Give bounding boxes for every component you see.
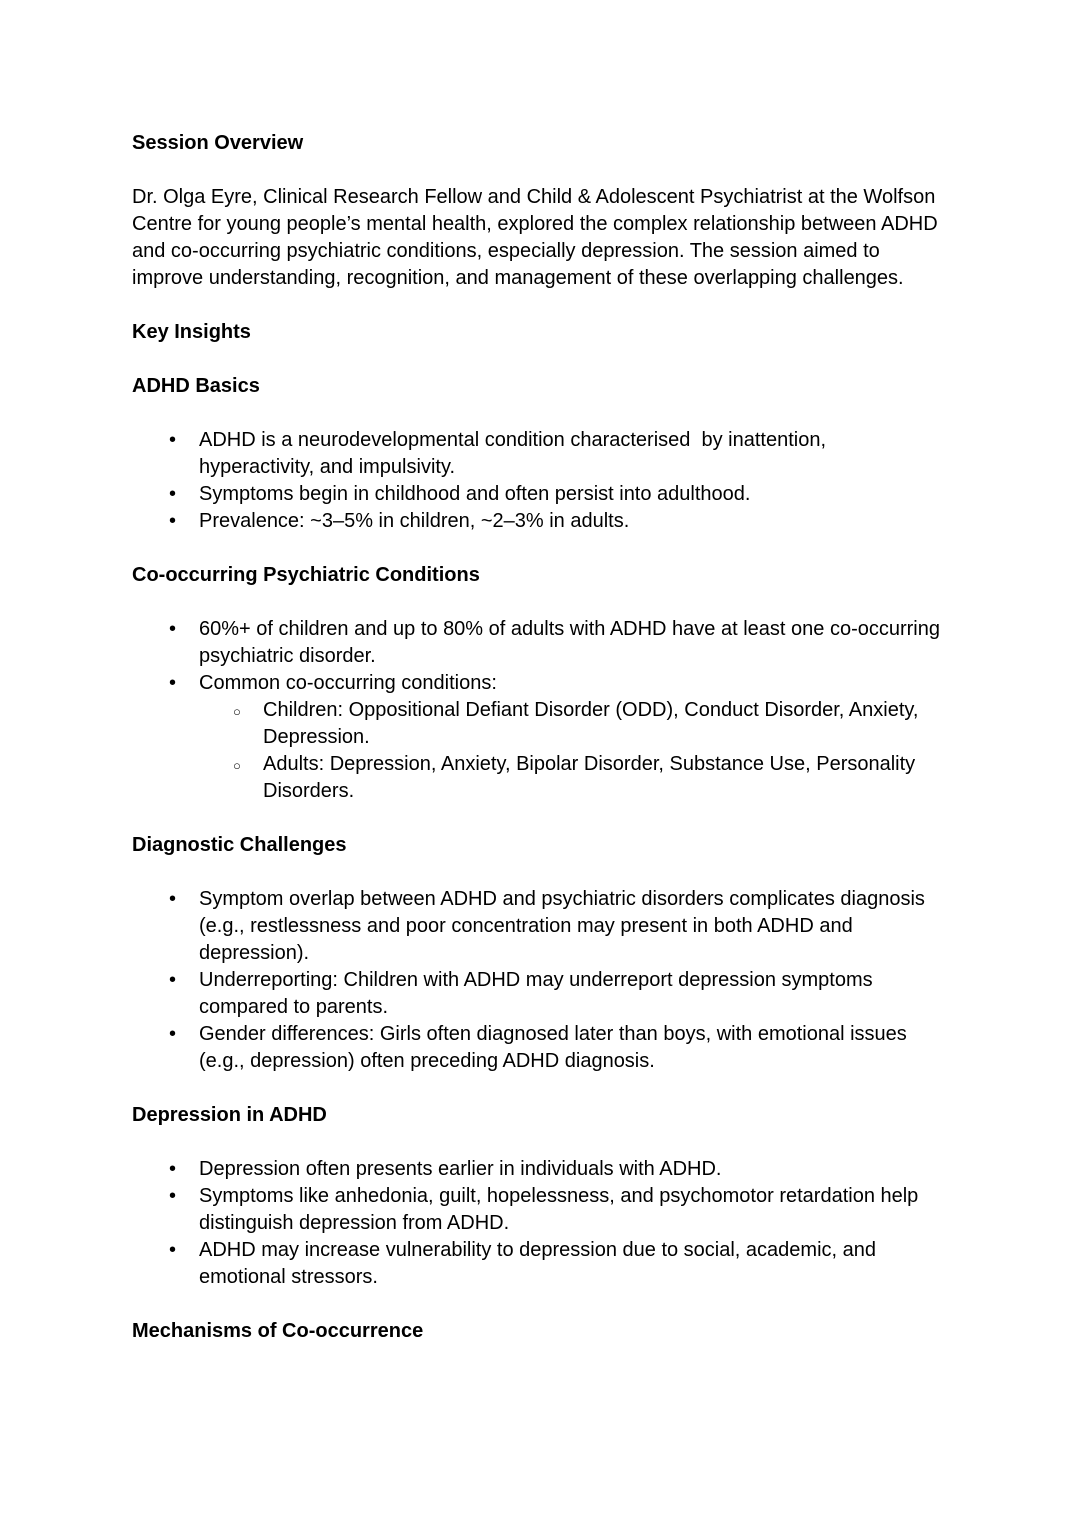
bullet-icon: •: [169, 672, 177, 694]
list-item-text: ADHD may increase vulnerability to depression due to social, academic, and emotional stressors.: [199, 1239, 882, 1288]
list-item: [169, 670, 942, 805]
list-item-text: Symptom overlap between ADHD and psychiatric disorders complicates diagnosis (e.g., restlessness and poor concentration may present in both ADHD and depression).: [199, 888, 931, 964]
list-item: [169, 1237, 942, 1291]
heading-session-overview: Session Overview: [132, 132, 304, 154]
list-item: [169, 1183, 942, 1237]
co-occurring-sub-list: [199, 697, 942, 805]
intro-paragraph: Dr. Olga Eyre, Clinical Research Fellow and Child & Adolescent Psychiatrist at the Wolfson Centre for young people’s mental health, explored the complex relationship between ADHD and co-occurring psychiatric conditions, especially depression. The session aimed to improve understanding, recognition, and management of these overlapping challenges.: [132, 186, 944, 289]
list-item: [169, 481, 942, 508]
heading-co-occurring-conditions: Co-occurring Psychiatric Conditions: [132, 564, 480, 586]
adhd-basics-list: [132, 427, 942, 535]
list-item: [169, 508, 942, 535]
list-item-text: Symptoms like anhedonia, guilt, hopelessness, and psychomotor retardation help distinguish depression from ADHD.: [199, 1185, 924, 1234]
bullet-icon: •: [169, 510, 177, 532]
list-item-text: Gender differences: Girls often diagnosed later than boys, with emotional issues (e.g., depression) often preceding ADHD diagnosis.: [199, 1023, 913, 1072]
list-item: [169, 1156, 942, 1183]
bullet-icon: •: [169, 483, 177, 505]
sub-list-item: [233, 751, 942, 805]
bullet-icon: •: [169, 888, 177, 910]
list-item-text: 60%+ of children and up to 80% of adults with ADHD have at least one co-occurring psychiatric disorder.: [199, 618, 946, 667]
list-item-text: Symptoms begin in childhood and often persist into adulthood.: [199, 483, 751, 505]
heading-key-insights: Key Insights: [132, 321, 251, 343]
bullet-icon: •: [169, 429, 177, 451]
heading-mechanisms-of-co-occurrence: Mechanisms of Co-occurrence: [132, 1320, 424, 1342]
sub-list-item-text: Children: Oppositional Defiant Disorder (ODD), Conduct Disorder, Anxiety, Depression.: [263, 699, 925, 748]
heading-diagnostic-challenges: Diagnostic Challenges: [132, 834, 347, 856]
sub-list-item-text: Adults: Depression, Anxiety, Bipolar Disorder, Substance Use, Personality Disorders.: [263, 753, 921, 802]
diagnostic-challenges-list: [132, 886, 942, 1075]
circle-bullet-icon: ○: [233, 758, 241, 773]
heading-adhd-basics: ADHD Basics: [132, 375, 260, 397]
depression-in-adhd-list: [132, 1156, 942, 1291]
co-occurring-list: [132, 616, 946, 805]
list-item-text: Common co-occurring conditions:: [199, 672, 497, 694]
list-item: [169, 427, 942, 481]
bullet-icon: •: [169, 1185, 177, 1207]
list-item: [169, 967, 942, 1021]
heading-depression-in-adhd: Depression in ADHD: [132, 1104, 327, 1126]
list-item-text: ADHD is a neurodevelopmental condition characterised by inattention, hyperactivity, and impulsivity.: [199, 429, 832, 478]
circle-bullet-icon: ○: [233, 704, 241, 719]
list-item: [169, 1021, 942, 1075]
sub-list-item: [233, 697, 942, 751]
bullet-icon: •: [169, 969, 177, 991]
bullet-icon: •: [169, 1158, 177, 1180]
bullet-icon: •: [169, 618, 177, 640]
list-item: [169, 886, 942, 967]
list-item-text: Underreporting: Children with ADHD may underreport depression symptoms compared to parents.: [199, 969, 879, 1018]
bullet-icon: •: [169, 1023, 177, 1045]
list-item-text: Depression often presents earlier in individuals with ADHD.: [199, 1158, 722, 1180]
list-item-text: Prevalence: ~3–5% in children, ~2–3% in adults.: [199, 510, 630, 532]
bullet-icon: •: [169, 1239, 177, 1261]
list-item: [169, 616, 946, 670]
